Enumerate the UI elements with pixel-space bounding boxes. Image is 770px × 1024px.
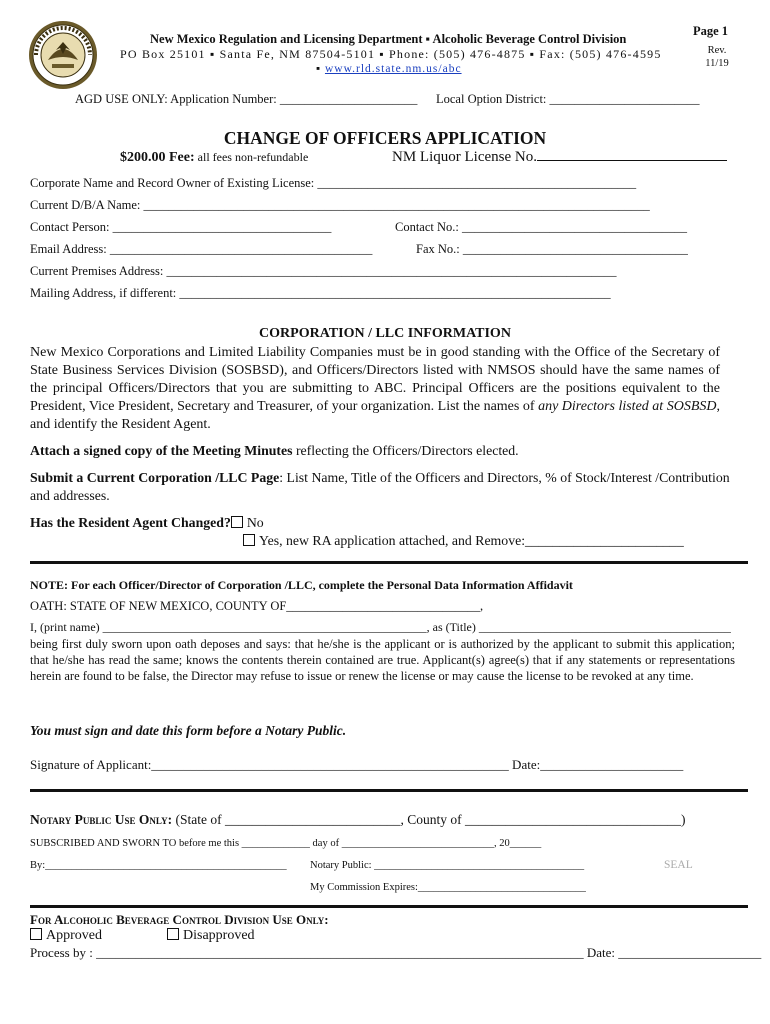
contact-number-field[interactable]: Contact No.: ____________________________________ <box>395 220 688 234</box>
contact-person-field[interactable]: Contact Person: ___________________________________ <box>30 220 332 234</box>
corporation-section-heading: CORPORATION / LLC INFORMATION <box>259 326 511 341</box>
fee-amount: $200.00 Fee: <box>120 150 195 165</box>
notary-instruction: You must sign and date this form before a Notary Public. <box>30 723 347 738</box>
notary-heading: Notary Public Use Only: <box>30 812 173 827</box>
notary-state-county[interactable]: (State of __________________________, County of ________________________________) <box>172 812 686 827</box>
corporation-instructions <box>30 344 720 434</box>
submit-page-line <box>30 469 735 505</box>
submit-bold: Submit a Current Corporation /LLC Page <box>30 470 280 485</box>
mailing-address-field[interactable]: Mailing Address, if different: _____________________________________________________________________ <box>30 286 611 300</box>
fax-number-field[interactable]: Fax No.: ____________________________________ <box>416 242 688 256</box>
ra-question-label: Has the Resident Agent Changed? <box>30 515 231 530</box>
license-number-line[interactable] <box>537 148 727 161</box>
email-address-field[interactable]: Email Address: __________________________________________ <box>30 242 373 256</box>
divider-notary <box>30 789 748 792</box>
disapproved-option[interactable] <box>167 928 255 944</box>
agd-local-option-district[interactable]: Local Option District: ________________________ <box>436 92 700 106</box>
attach-minutes-line <box>30 442 735 460</box>
notary-public-field[interactable]: Notary Public: ________________________________________ <box>310 860 585 871</box>
oath-name-title-field[interactable]: I, (print name) ______________________________________________________, as (Title) __________________________________________ <box>30 620 731 634</box>
abc-heading-text: For Alcoholic Beverage Control Division Use Only: <box>30 912 329 927</box>
approved-checkbox[interactable] <box>30 928 42 940</box>
commission-expires-field[interactable]: My Commission Expires:________________________________ <box>310 882 586 893</box>
ra-no-checkbox[interactable] <box>231 516 243 528</box>
ra-yes-label[interactable]: Yes, new RA application attached, and Remove:_______________________ <box>259 533 684 548</box>
revision-date: 11/19 <box>705 58 729 69</box>
ra-no-label: No <box>246 515 264 530</box>
department-title: New Mexico Regulation and Licensing Department ▪ Alcoholic Beverage Control Division <box>150 32 627 46</box>
agd-application-number[interactable]: AGD USE ONLY: Application Number: ______________________ <box>75 92 418 106</box>
dba-name-field[interactable]: Current D/B/A Name: _________________________________________________________________________________ <box>30 198 650 212</box>
subscribed-sworn-line[interactable]: SUBSCRIBED AND SWORN TO before me this _____________ day of _____________________________, 20______ <box>30 838 542 849</box>
fee-note: all fees non-refundable <box>194 150 309 164</box>
form-title: CHANGE OF OFFICERS APPLICATION <box>223 128 547 148</box>
license-number-field[interactable] <box>392 148 727 166</box>
website-link[interactable]: www.rld.state.nm.us/abc <box>324 63 462 75</box>
applicant-signature-field[interactable]: Signature of Applicant:_______________________________________________________ Date:______________________ <box>30 757 684 772</box>
license-label: NM Liquor License No. <box>392 149 537 165</box>
notary-by-field[interactable]: By:______________________________________________ <box>30 860 287 871</box>
attach-bold: Attach a signed copy of the Meeting Minutes <box>30 443 293 458</box>
ra-yes-checkbox[interactable] <box>243 534 255 546</box>
disapproved-label: Disapproved <box>183 928 255 943</box>
state-seal-logo <box>28 20 98 90</box>
revision-block <box>692 44 742 70</box>
approved-option[interactable] <box>30 928 102 944</box>
revision-label: Rev. <box>707 45 727 56</box>
corp-para-end: , and identify the Resident Agent. <box>30 399 720 432</box>
corp-para-italic: any Directors listed at SOSBSD <box>538 399 717 414</box>
corp-para-text: New Mexico Corporations and Limited Liability Companies must be in good standing with the Office of the Secretary of State Business Services Division (SOSBSD), and Officers/Directors listed with NMSOS should have the same names of the principal Officers/Directors that you are submitting to ABC. Principal Officers are the positions equivalent to the President, Vice President, Secretary and Treasurer, of your organization. List the names of <box>30 345 720 414</box>
url-bullet: ▪ <box>316 63 325 75</box>
page-number: Page 1 <box>693 24 729 38</box>
notary-state-county-line[interactable] <box>30 812 685 828</box>
oath-statement: being first duly sworn upon oath deposes and says: that he/she is the applicant or is authorized by the applicant to submit this application; that he/she has read the same; knows the contents therein contained are true. Applicant(s) agree(s) that if any statements or representations herein are found to be false, the Director may refuse to issue or renew the license or may cause the license to be revoked at any time. <box>30 637 735 683</box>
divider-oath <box>30 561 748 564</box>
notary-seal-placeholder: SEAL <box>664 859 693 871</box>
premises-address-field[interactable]: Current Premises Address: ________________________________________________________________________ <box>30 264 617 278</box>
resident-agent-question <box>30 514 735 532</box>
abc-use-heading <box>30 912 329 928</box>
divider-abc <box>30 905 748 908</box>
submit-rest: : List Name, Title of the Officers and Directors, % of Stock/Interest /Contribution and addresses. <box>30 470 730 503</box>
approved-label: Approved <box>46 928 102 943</box>
resident-agent-yes-line <box>243 532 770 550</box>
process-by-field[interactable]: Process by : ___________________________________________________________________________ Date: ______________________ <box>30 945 762 960</box>
corporate-name-field[interactable]: Corporate Name and Record Owner of Existing License: ___________________________________________________ <box>30 176 637 190</box>
disapproved-checkbox[interactable] <box>167 928 179 940</box>
oath-county-field[interactable]: OATH: STATE OF NEW MEXICO, COUNTY OF_______________________________, <box>30 599 484 613</box>
attach-rest: reflecting the Officers/Directors elected. <box>292 443 519 458</box>
fee-line <box>120 150 308 166</box>
affidavit-note: NOTE: For each Officer/Director of Corporation /LLC, complete the Personal Data Information Affidavit <box>30 578 573 592</box>
department-address: PO Box 25101 ▪ Santa Fe, NM 87504-5101 ▪ Phone: (505) 476-4875 ▪ Fax: (505) 476-4595 <box>120 47 662 61</box>
website-line <box>316 63 462 75</box>
